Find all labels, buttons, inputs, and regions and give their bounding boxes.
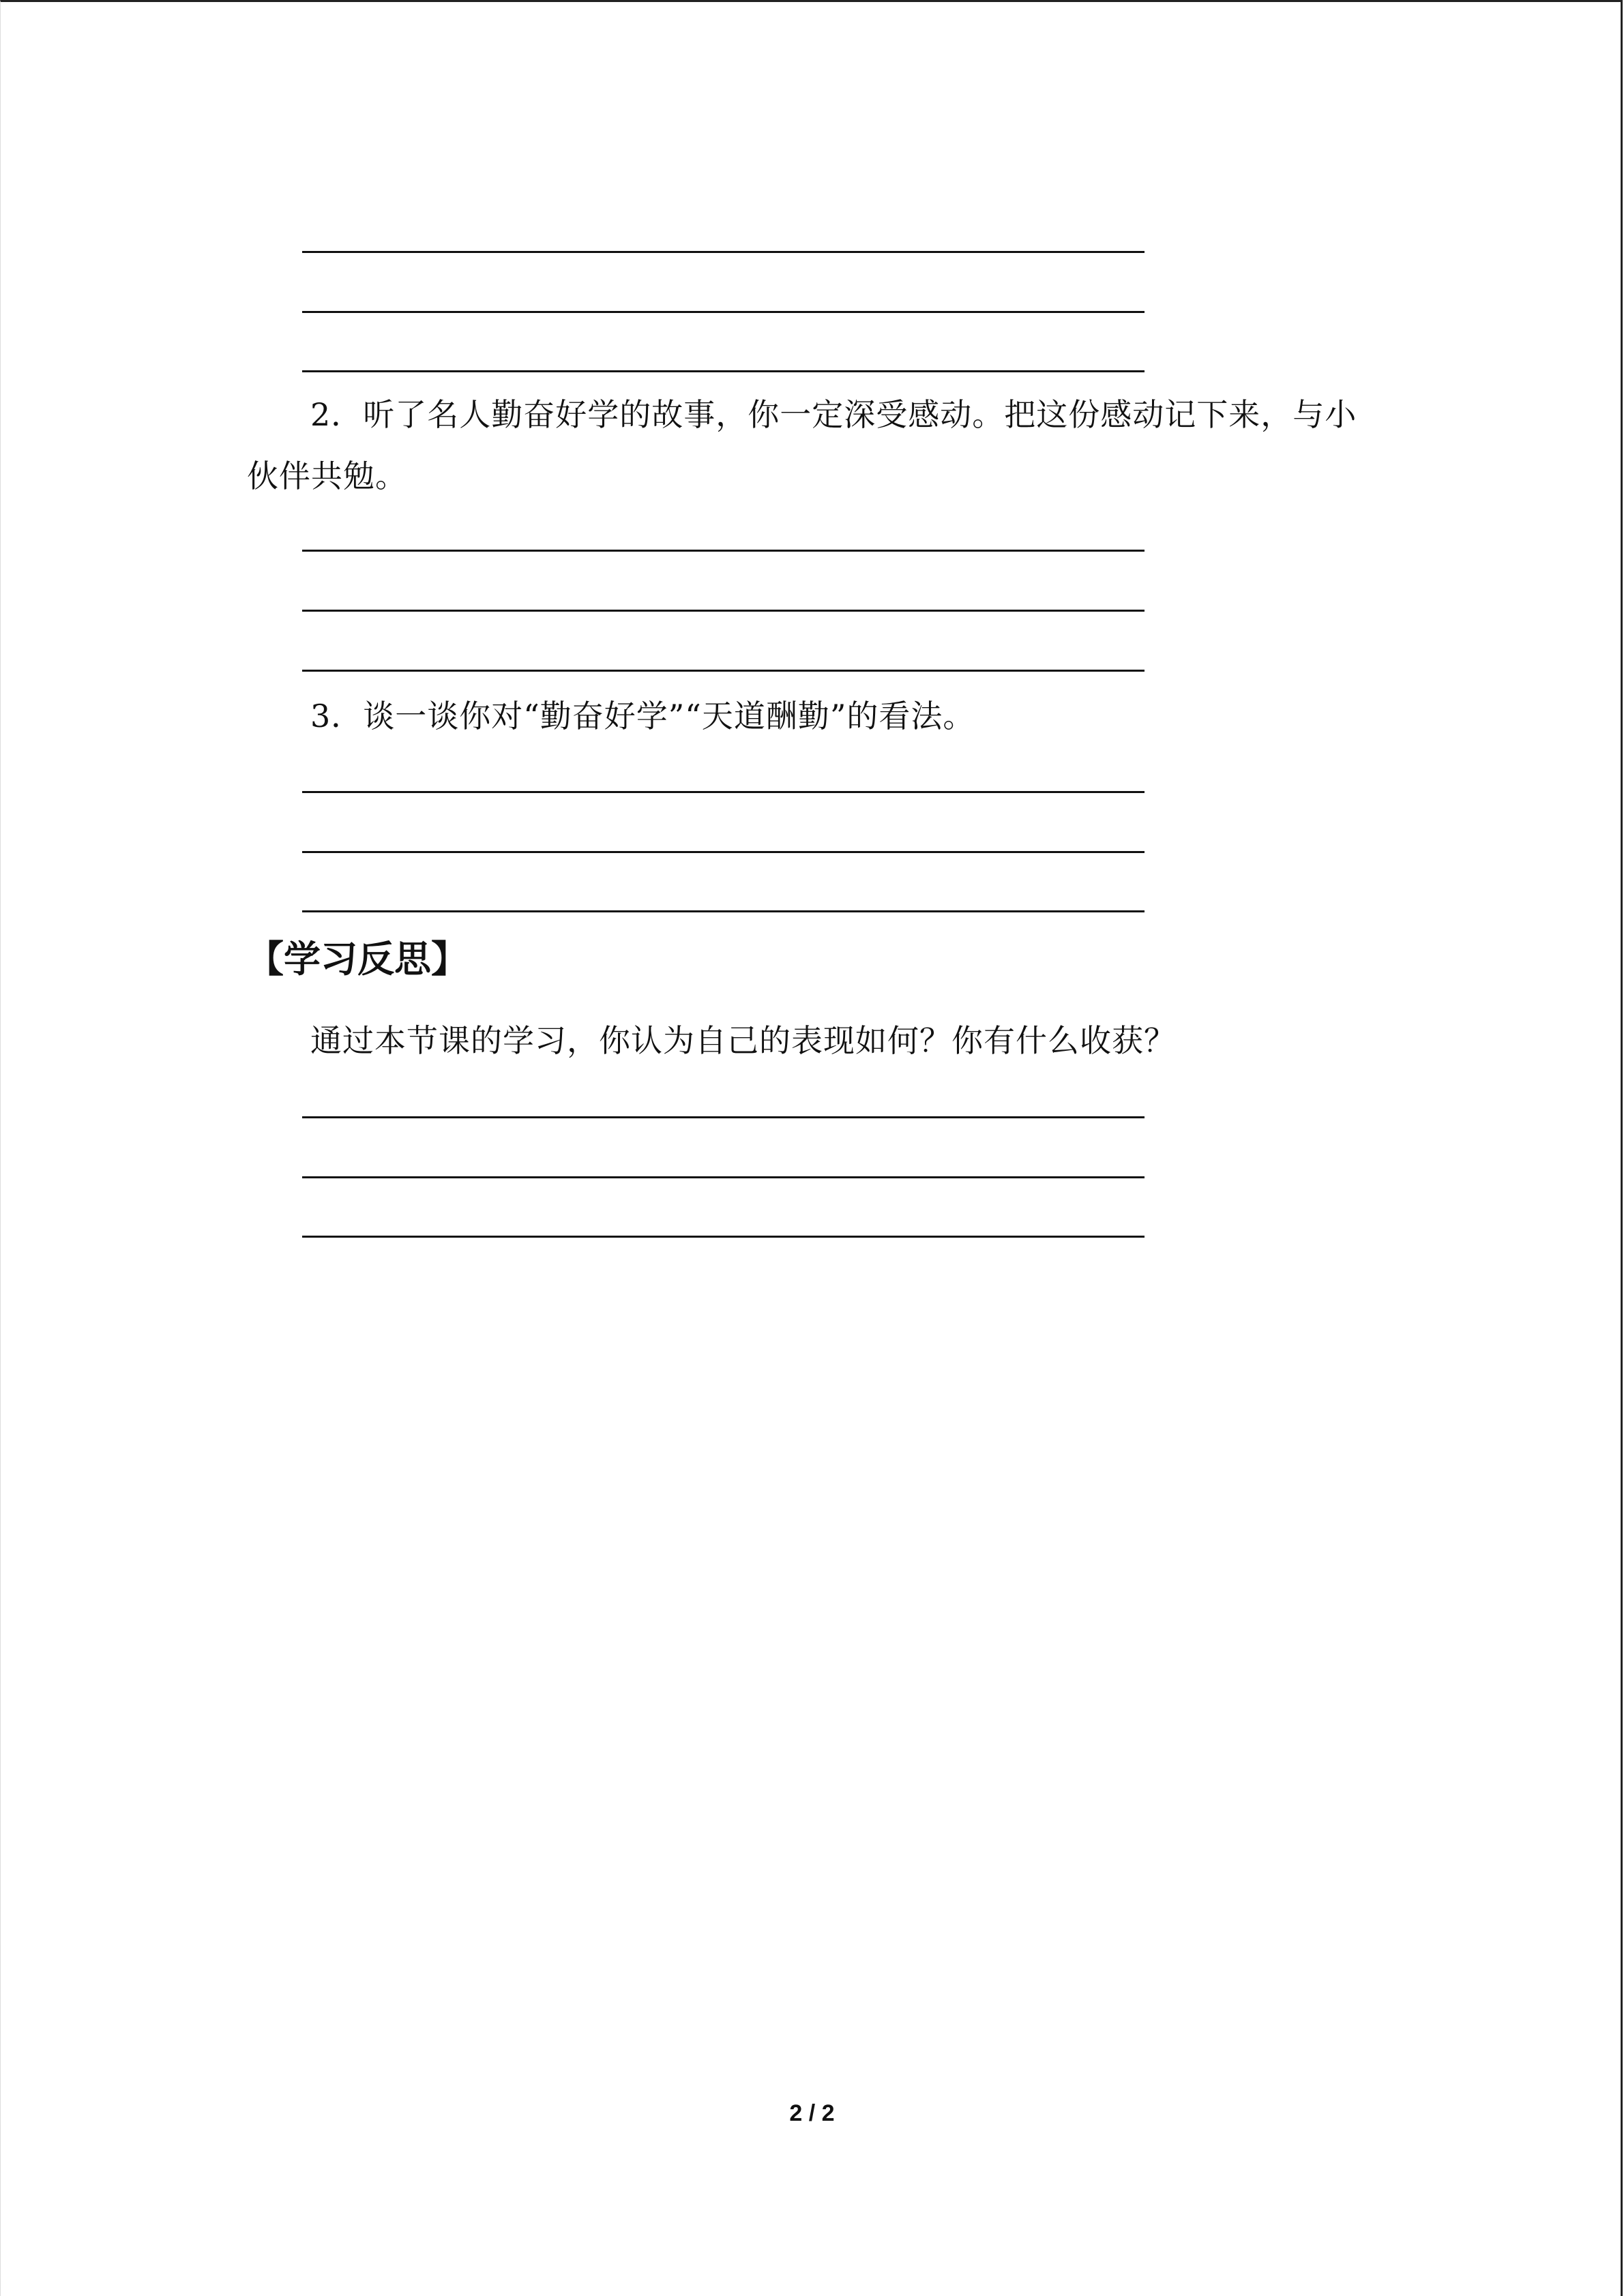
- page-number: 2 / 2: [789, 2100, 835, 2126]
- question-2-text-cont: 伙伴共勉。: [247, 458, 407, 494]
- answer-line[interactable]: [302, 670, 1145, 672]
- answer-line[interactable]: [302, 910, 1145, 912]
- question-3-text: 3．谈一谈你对“勤奋好学”“天道酬勤”的看法。: [310, 698, 975, 734]
- answer-line[interactable]: [302, 370, 1145, 372]
- answer-line[interactable]: [302, 851, 1145, 853]
- answer-line[interactable]: [302, 1236, 1145, 1238]
- answer-line[interactable]: [302, 610, 1145, 612]
- answer-line[interactable]: [302, 1116, 1145, 1118]
- answer-line[interactable]: [302, 791, 1145, 793]
- answer-line[interactable]: [302, 550, 1145, 552]
- question-2-text: 2．听了名人勤奋好学的故事，你一定深受感动。把这份感动记下来，与小: [310, 396, 1357, 433]
- section-title-reflection: 【学习反思】: [247, 938, 468, 981]
- answer-line[interactable]: [302, 1176, 1145, 1178]
- reflection-prompt: 通过本节课的学习，你认为自己的表现如何？你有什么收获？: [310, 1022, 1176, 1059]
- answer-line[interactable]: [302, 311, 1145, 313]
- answer-line[interactable]: [302, 251, 1145, 253]
